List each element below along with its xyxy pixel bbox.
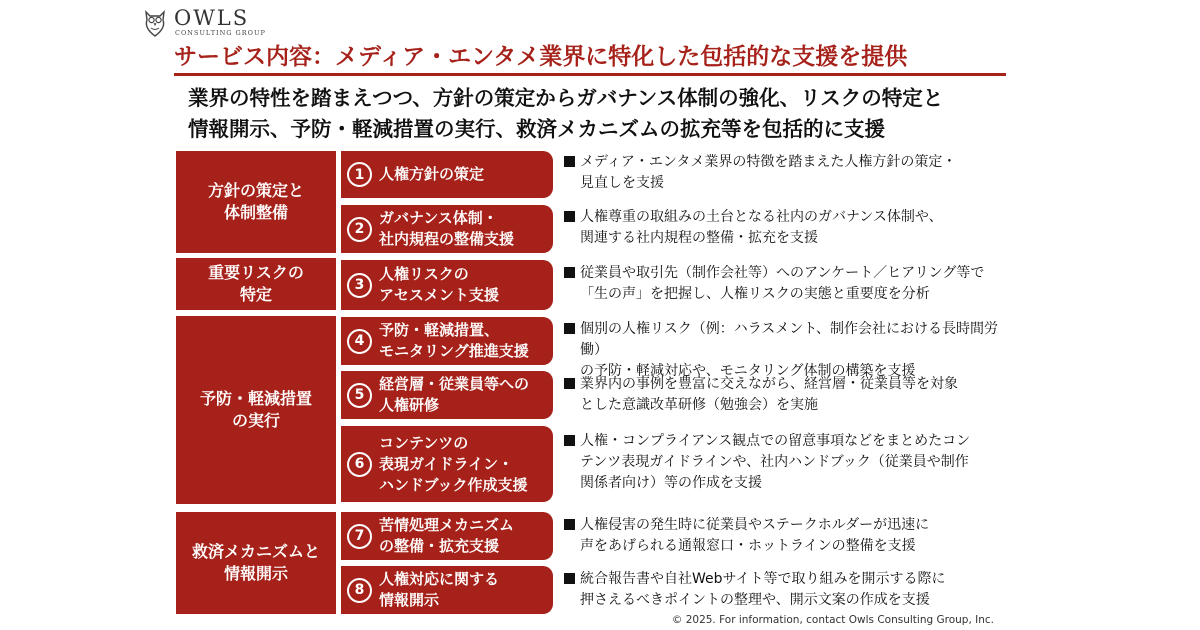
description-text: 従業員や取引先（制作会社等）へのアンケート／ヒアリング等で 「生の声」を把握し、人権リスクの実態と重要度を分析: [580, 265, 985, 302]
number-badge: 1: [347, 162, 372, 187]
service-item-label: 人権方針の策定: [379, 165, 485, 183]
service-item-8: [341, 566, 553, 614]
number-badge: 2: [347, 217, 372, 242]
title-divider: [174, 73, 1006, 76]
service-item-4: [341, 317, 553, 365]
service-description-2: [562, 207, 1002, 249]
service-description-4: [562, 319, 1002, 382]
description-text: 業界内の事例を豊富に交えながら、経営層・従業員等を対象 とした意識改革研修（勉強会）を実施: [580, 376, 958, 413]
category-policy-governance: [176, 151, 336, 253]
category-risk-identification: [176, 258, 336, 310]
page-title: サービス内容：メディア・エンタメ業界に特化した包括的な支援を提供: [174, 44, 908, 70]
number-badge: 5: [347, 383, 372, 408]
service-description-7: [562, 515, 1002, 557]
bullet-square-icon: [564, 156, 575, 167]
service-description-6: [562, 431, 1002, 494]
description-text: 個別の人権リスク（例：ハラスメント、制作会社における長時間労働） の予防・軽減対応や、モニタリング体制の構築を支援: [580, 321, 999, 379]
logo-name: OWLS: [174, 6, 250, 30]
category-label: 方針の策定と 体制整備: [207, 181, 304, 222]
service-item-1: [341, 151, 553, 198]
service-item-label: 人権リスクの アセスメント支援: [379, 265, 499, 304]
subtitle-line-1: 業界の特性を踏まえつつ、方針の策定からガバナンス体制の強化、リスクの特定と: [188, 86, 944, 110]
service-description-5: [562, 374, 1002, 416]
category-label: 救済メカニズムと 情報開示: [191, 542, 320, 583]
bullet-square-icon: [564, 519, 575, 530]
subtitle-line-2: 情報開示、予防・軽減措置の実行、救済メカニズムの拡充等を包括的に支援: [188, 117, 885, 141]
description-text: メディア・エンタメ業界の特徴を踏まえた人権方針の策定・ 見直しを支援: [580, 154, 957, 191]
number-badge: 8: [347, 578, 372, 603]
service-item-label: 経営層・従業員等への 人権研修: [379, 375, 530, 414]
category-label: 重要リスクの 特定: [208, 263, 304, 304]
category-label: 予防・軽減措置 の実行: [199, 389, 312, 430]
service-item-6: [341, 426, 553, 502]
service-item-7: [341, 512, 553, 560]
description-text: 統合報告書や自社Webサイト等で取り組みを開示する際に 押さえるべきポイントの整理や、開示文案の作成を支援: [580, 571, 946, 608]
category-remedy-disclosure: [176, 512, 336, 614]
service-item-label: コンテンツの 表現ガイドライン・ ハンドブック作成支援: [379, 433, 528, 494]
number-badge: 3: [347, 273, 372, 298]
service-item-2: [341, 205, 553, 253]
service-item-label: 苦情処理メカニズム の整備・拡充支援: [379, 516, 515, 555]
bullet-square-icon: [564, 573, 575, 584]
number-badge: 7: [347, 524, 372, 549]
service-description-3: [562, 263, 1002, 305]
number-badge: 6: [347, 452, 372, 477]
service-item-label: 人権対応に関する 情報開示: [379, 570, 500, 609]
service-item-label: ガバナンス体制・ 社内規程の整備支援: [379, 209, 515, 248]
logo-subtitle: CONSULTING GROUP: [175, 29, 266, 37]
page-subtitle: [188, 83, 998, 145]
number-badge: 4: [347, 329, 372, 354]
service-item-5: [341, 371, 553, 419]
service-description-8: [562, 569, 1002, 611]
bullet-square-icon: [564, 211, 575, 222]
owl-icon: [142, 6, 168, 38]
copyright-footer: © 2025. For information, contact Owls Consulting Group, Inc.: [671, 614, 994, 626]
category-prevention-mitigation: [176, 316, 336, 504]
bullet-square-icon: [564, 435, 575, 446]
bullet-square-icon: [564, 323, 575, 334]
bullet-square-icon: [564, 378, 575, 389]
description-text: 人権・コンプライアンス観点での留意事項などをまとめたコン テンツ表現ガイドラインや、社内ハンドブック（従業員や制作 関係者向け）等の作成を支援: [580, 433, 971, 491]
service-item-label: 予防・軽減措置、 モニタリング推進支援: [379, 321, 529, 360]
bullet-square-icon: [564, 267, 575, 278]
service-item-3: [341, 260, 553, 310]
service-description-1: [562, 152, 1002, 194]
description-text: 人権尊重の取組みの土台となる社内のガバナンス体制や、 関連する社内規程の整備・拡充を支援: [580, 209, 943, 246]
description-text: 人権侵害の発生時に従業員やステークホルダーが迅速に 声をあげられる通報窓口・ホットラインの整備を支援: [580, 517, 930, 554]
